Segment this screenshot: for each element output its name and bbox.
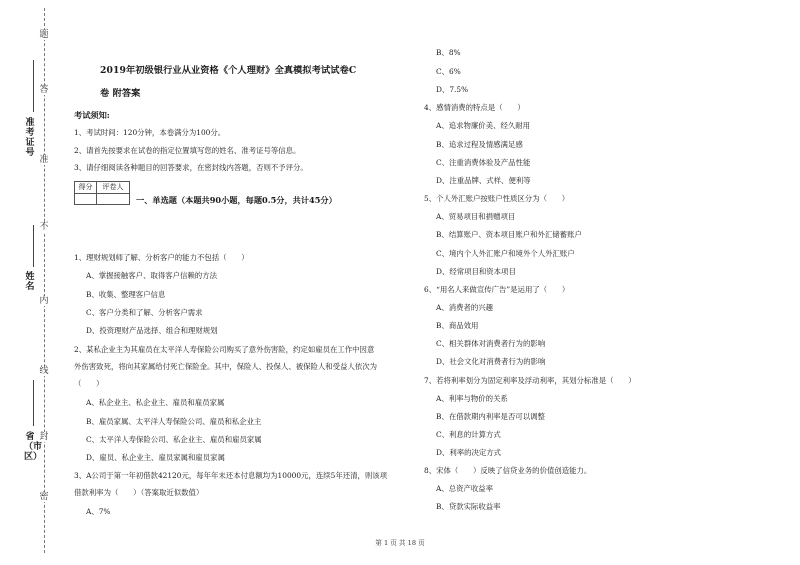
seal-char: 线 <box>39 366 49 376</box>
option-line: A、总资产收益率 <box>436 484 494 493</box>
question-line: 3、A公司于第一年初借款42120元，每年年末还本付息额均为10000元，连续5年还清，则该项 <box>74 471 388 480</box>
question-line: 1、理财规划师了解、分析客户的能力不包括（ ） <box>74 253 249 262</box>
province-label: 省（市区） <box>24 432 43 462</box>
section-heading: 一、单选题（本题共90小题，每题0.5分，共计45分） <box>136 195 337 205</box>
option-line: A、7% <box>86 507 111 516</box>
seal-char: 答 <box>39 85 49 95</box>
option-line: C、利息的计算方式 <box>436 430 501 439</box>
question-line: 6、“用名人来做宣传广告”是运用了（ ） <box>424 285 570 294</box>
option-line: B、追求过程及情感满足感 <box>436 140 523 149</box>
exam-number-field[interactable] <box>33 60 34 112</box>
option-line: C、注重消费体验及产品性能 <box>436 158 531 167</box>
option-line: D、利率的决定方式 <box>436 448 502 457</box>
option-line: B、在借款期内利率是否可以调整 <box>436 412 545 421</box>
score-box <box>74 181 130 205</box>
option-line: C、相关群体对消费者行为的影响 <box>436 339 546 348</box>
title-line: 卷 附答案 <box>100 88 141 99</box>
option-line: C、太平洋人寿保险公司、私企业主、雇员和雇员家属 <box>86 435 262 444</box>
question-line: 外伤害致死，将向其家属给付死亡保险金。其中，保险人、投保人、被保险人和受益人依次为 <box>74 362 378 371</box>
option-line: D、投资理财产品选择、组合和理财规划 <box>86 326 218 335</box>
option-line: B、雇员家属、太平洋人寿保险公司、雇员和私企业主 <box>86 417 262 426</box>
score-label: 得分 <box>75 182 97 194</box>
option-line: D、社会文化对消费者行为的影响 <box>436 357 546 366</box>
option-line: C、6% <box>436 67 461 76</box>
title-line: 2019年初级银行业从业资格《个人理财》全真模拟考试试卷C <box>100 65 357 76</box>
seal-char: 不 <box>39 222 49 232</box>
question-line: 4、感情消费的特点是（ ） <box>424 103 525 112</box>
option-line: D、经常项目和资本项目 <box>436 267 516 276</box>
exam-number-label: 准考证号 <box>25 118 35 158</box>
seal-char: 准 <box>39 155 49 165</box>
question-line: 借款利率为（ ）（答案取近似数值） <box>74 488 204 497</box>
question-line: 2、某私企业主为其雇员在太平洋人寿保险公司购买了意外伤害险，约定如雇员在工作中因意 <box>74 345 375 354</box>
option-line: A、私企业主、私企业主、雇员和雇员家属 <box>86 398 225 407</box>
notice-item: 2、请首先按要求在试卷的指定位置填写您的姓名、准考证号等信息。 <box>74 146 301 155</box>
question-line: 5、个人外汇账户按账户性质区分为（ ） <box>424 194 570 203</box>
option-line: B、商品效用 <box>436 321 479 330</box>
province-field[interactable] <box>33 380 34 426</box>
notice-heading: 考试须知: <box>74 110 110 120</box>
option-line: C、客户分类和了解、分析客户需求 <box>86 308 203 317</box>
seal-char: 封 <box>39 432 49 442</box>
score-cell[interactable] <box>75 194 97 204</box>
page-title <box>100 62 360 103</box>
option-line: B、结算账户、资本项目账户和外汇储蓄账户 <box>436 230 582 239</box>
option-line: A、消费者的兴趣 <box>436 303 494 312</box>
grader-label: 评卷人 <box>97 182 129 194</box>
option-line: A、追求物廉价美、经久耐用 <box>436 121 531 130</box>
option-line: B、收集、整理客户信息 <box>86 290 166 299</box>
option-line: D、注重品牌、式样、便利等 <box>436 176 531 185</box>
question-line: 8、宋体（ ）反映了信贷业务的价值创造能力。 <box>424 466 592 475</box>
option-line: A、利率与物价的关系 <box>436 394 508 403</box>
option-line: D、7.5% <box>436 85 469 94</box>
notice-item: 1、考试时间：120分钟，本卷满分为100分。 <box>74 128 226 137</box>
option-line: D、雇员、私企业主、雇员家属和雇员家属 <box>86 453 225 462</box>
option-line: A、贸易项目和捐赠项目 <box>436 212 516 221</box>
option-line: B、8% <box>436 48 461 57</box>
question-line: （ ） <box>74 379 104 388</box>
question-line: 7、若将利率划分为固定利率及浮动利率，其划分标准是（ ） <box>424 376 636 385</box>
option-line: A、掌握接触客户、取得客户信赖的方法 <box>86 271 217 280</box>
name-label: 姓名 <box>25 272 35 292</box>
seal-char: 内 <box>39 296 49 306</box>
seal-char: 题 <box>39 30 49 40</box>
option-line: B、贷款实际收益率 <box>436 502 501 511</box>
seal-char: 密 <box>39 492 49 502</box>
binding-margin <box>0 0 58 565</box>
page-footer: 第 1 页 共 18 页 <box>375 539 425 547</box>
name-field[interactable] <box>33 225 34 267</box>
option-line: C、境内个人外汇账户和境外个人外汇账户 <box>436 249 575 258</box>
notice-item: 3、请仔细阅读各种题目的回答要求，在密封线内答题，否则不予评分。 <box>74 163 308 172</box>
